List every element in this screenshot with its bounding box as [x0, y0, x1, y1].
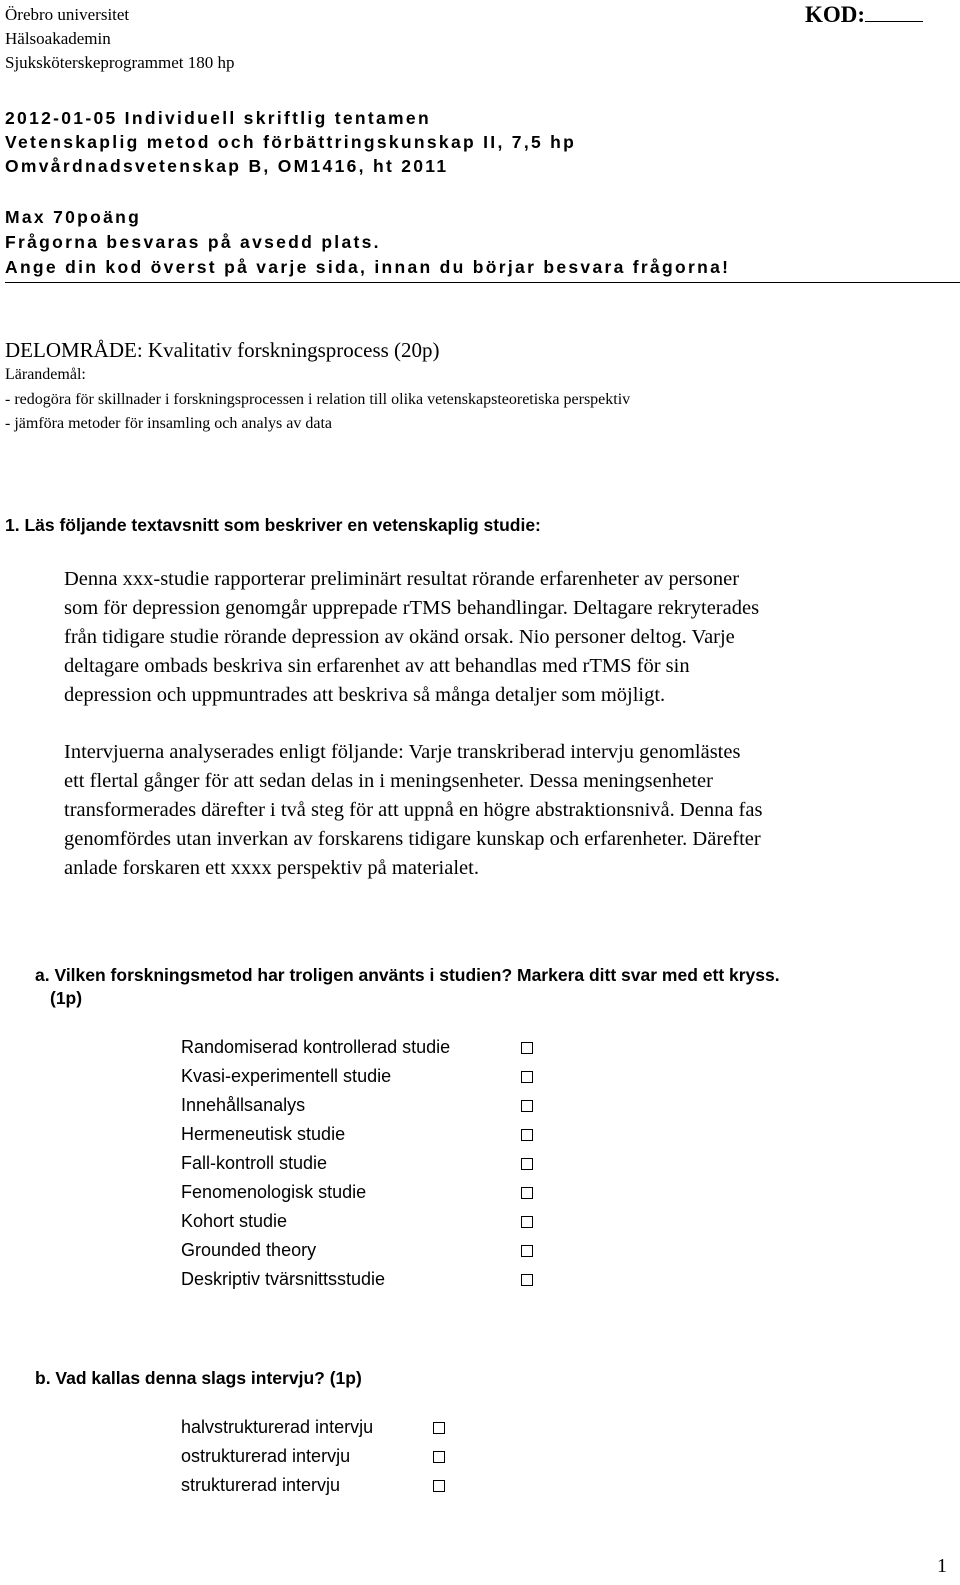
- option-label-rct: Randomiserad kontrollerad studie: [181, 1037, 451, 1057]
- question-a-points: (1p): [50, 988, 83, 1008]
- study-text-line: som för depression genomgår upprepade rTMS behandlingar. Deltagare rekryterades: [64, 597, 760, 619]
- option-label-grounded-theory: Grounded theory: [181, 1240, 317, 1260]
- option-label-semi-structured: halvstrukturerad intervju: [181, 1417, 374, 1437]
- exam-date-line: 2012-01-05 Individuell skriftlig tentamen: [5, 108, 431, 128]
- max-points: Max 70poäng: [5, 207, 142, 227]
- exam-course-line: Vetenskaplig metod och förbättringskunskap II, 7,5 hp: [5, 132, 577, 152]
- study-text-line: depression och uppmuntrades att beskriva så många detaljer som möjligt.: [64, 684, 666, 706]
- goal-item: - jämföra metoder för insamling och analys av data: [5, 415, 332, 432]
- option-label-hermeneutic: Hermeneutisk studie: [181, 1124, 346, 1144]
- study-text-line: Denna xxx-studie rapporterar preliminärt resultat rörande erfarenheter av personer: [64, 568, 740, 590]
- page-number: 1: [937, 1555, 947, 1577]
- kod-label: KOD:: [805, 2, 866, 27]
- checkbox-unstructured[interactable]: [433, 1451, 445, 1463]
- study-text-line: deltagare ombads beskriva sin erfarenhet av att behandlas med rTMS för sin: [64, 655, 690, 677]
- checkbox-quasi[interactable]: [521, 1071, 533, 1083]
- institution-line-1: Örebro universitet: [5, 5, 130, 24]
- checkbox-case-control[interactable]: [521, 1158, 533, 1170]
- question-a-heading: a. Vilken forskningsmetod har troligen använts i studien? Markera ditt svar med ett kryss.: [35, 965, 780, 985]
- checkbox-content-analysis[interactable]: [521, 1100, 533, 1112]
- option-label-content-analysis: Innehållsanalys: [181, 1095, 306, 1115]
- analysis-text-line: ett flertal gånger för att sedan delas in i meningsenheter. Dessa meningsenheter: [64, 770, 713, 792]
- analysis-text-line: transformerades därefter i två steg för att uppnå en högre abstraktionsnivå. Denna fas: [64, 799, 763, 821]
- goal-item: - redogöra för skillnader i forskningsprocessen i relation till olika vetenskapsteoretiska perspektiv: [5, 391, 631, 408]
- option-label-cohort: Kohort studie: [181, 1211, 288, 1231]
- answer-instruction: Frågorna besvaras på avsedd plats.: [5, 232, 381, 252]
- goals-label: Lärandemål:: [5, 366, 86, 383]
- exam-subject-line: Omvårdnadsvetenskap B, OM1416, ht 2011: [5, 156, 449, 176]
- section-title: DELOMRÅDE: Kvalitativ forskningsprocess (20p): [5, 338, 440, 362]
- option-label-phenomenological: Fenomenologisk studie: [181, 1182, 367, 1202]
- analysis-text-line: genomfördes utan inverkan av forskarens tidigare kunskap och erfarenheter. Därefter: [64, 828, 761, 850]
- code-instruction: Ange din kod överst på varje sida, innan du börjar besvara frågorna!: [5, 257, 731, 277]
- option-label-unstructured: ostrukturerad intervju: [181, 1446, 351, 1466]
- checkbox-rct[interactable]: [521, 1042, 533, 1054]
- kod-field: [805, 2, 923, 28]
- question-1-heading: 1. Läs följande textavsnitt som beskriver en vetenskaplig studie:: [5, 515, 541, 535]
- institution-line-3: Sjuksköterskeprogrammet 180 hp: [5, 53, 235, 72]
- option-label-cross-sectional: Deskriptiv tvärsnittsstudie: [181, 1269, 386, 1289]
- checkbox-cross-sectional[interactable]: [521, 1274, 533, 1286]
- checkbox-hermeneutic[interactable]: [521, 1129, 533, 1141]
- checkbox-grounded-theory[interactable]: [521, 1245, 533, 1257]
- analysis-text-line: Intervjuerna analyserades enligt följande: Varje transkriberad intervju genomlästes: [64, 741, 741, 763]
- checkbox-cohort[interactable]: [521, 1216, 533, 1228]
- option-label-quasi: Kvasi-experimentell studie: [181, 1066, 392, 1086]
- option-label-case-control: Fall-kontroll studie: [181, 1153, 328, 1173]
- checkbox-semi-structured[interactable]: [433, 1422, 445, 1434]
- study-text-line: från tidigare studie rörande depression av okänd orsak. Nio personer deltog. Varje: [64, 626, 735, 648]
- institution-line-2: Hälsoakademin: [5, 29, 111, 48]
- kod-blank-line: [865, 3, 923, 22]
- option-label-structured: strukturerad intervju: [181, 1475, 341, 1495]
- header-divider: [5, 282, 960, 283]
- question-b-heading: b. Vad kallas denna slags intervju? (1p): [35, 1368, 362, 1388]
- checkbox-phenomenological[interactable]: [521, 1187, 533, 1199]
- analysis-text-line: anlade forskaren ett xxxx perspektiv på materialet.: [64, 857, 479, 879]
- checkbox-structured[interactable]: [433, 1480, 445, 1492]
